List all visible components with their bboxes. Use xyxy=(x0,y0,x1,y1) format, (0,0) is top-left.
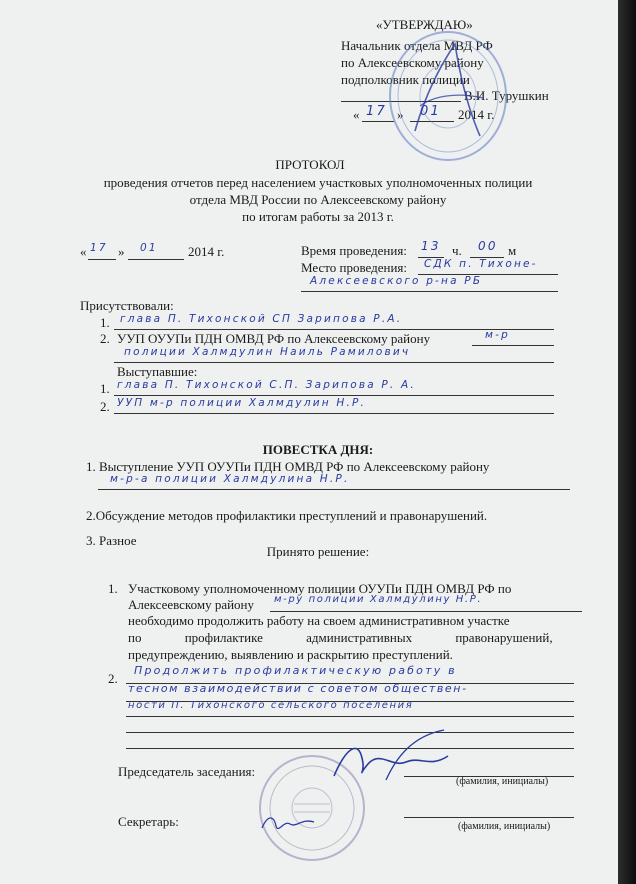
chair-signature-icon xyxy=(326,728,456,788)
decision-1-fill-line xyxy=(270,611,582,612)
meeting-year: 2014 г. xyxy=(188,244,225,259)
decision-2-text-1: Продолжить профилактическую работу в xyxy=(134,664,457,677)
speaker-2-number: 2. xyxy=(100,399,110,414)
meeting-date-open: « xyxy=(80,244,87,259)
present-item-1-number: 1. xyxy=(100,315,110,330)
decision-1-officer: м-ру полиции Халмдулину Н.Р. xyxy=(274,594,483,605)
present-label: Присутствовали: xyxy=(80,298,174,313)
meeting-day-line xyxy=(88,259,116,260)
meeting-hour: 13 xyxy=(421,239,441,253)
secretary-signature-icon xyxy=(258,810,318,836)
approval-line-2: по Алексеевскому району xyxy=(341,55,484,70)
agenda-item-3: 3. Разное xyxy=(86,533,137,548)
approval-name: В.И. Турушкин xyxy=(464,88,549,103)
approval-date-mid: » xyxy=(397,107,404,122)
meeting-month: 01 xyxy=(140,242,158,254)
agenda-title: ПОВЕСТКА ДНЯ: xyxy=(262,442,374,457)
minute-unit: м xyxy=(508,243,517,258)
place-label: Место проведения: xyxy=(301,260,408,275)
approval-line-1: Начальник отдела МВД РФ xyxy=(341,38,493,53)
decision-1-line-4-wrap xyxy=(128,630,578,645)
secretary-signature-line xyxy=(404,817,574,818)
meeting-minute: 00 xyxy=(478,239,498,253)
decision-1-number: 1. xyxy=(108,581,118,596)
approval-year: 2014 г. xyxy=(458,107,495,122)
speaker-1-line xyxy=(114,395,554,396)
speakers-label: Выступавшие: xyxy=(117,364,198,379)
decision-2-line-3 xyxy=(126,716,574,717)
decision-1-line-4: по профилактике административных правонарушений, xyxy=(128,630,553,645)
meeting-date-mid: » xyxy=(118,244,125,259)
approval-date-open: « xyxy=(353,107,360,122)
protocol-subtitle-3: по итогам работы за 2013 г. xyxy=(242,209,394,224)
place-line-2 xyxy=(301,291,558,292)
decision-2-number: 2. xyxy=(108,671,118,686)
present-item-1-value: глава П. Тихонской СП Зарипова Р.А. xyxy=(120,313,403,325)
decision-1-line-5: предупреждению, выявлению и раскрытию преступлений. xyxy=(128,647,453,662)
place-value-2: Алексеевского р-на РБ xyxy=(310,275,483,287)
decision-title: Принято решение: xyxy=(266,544,370,559)
secretary-label: Секретарь: xyxy=(118,814,179,829)
present-item-2-text: УУП ОУУПи ПДН ОМВД РФ по Алексеевскому району xyxy=(117,331,431,346)
approval-day: 17 xyxy=(366,104,387,119)
approval-line-3: подполковник полиции xyxy=(341,72,470,87)
agenda-item-1-line xyxy=(98,489,570,490)
official-stamp-icon xyxy=(385,26,511,166)
speaker-2-value: УУП м-р полиции Халмдулин Н.Р. xyxy=(117,397,367,409)
present-item-2-rank: м-р xyxy=(485,329,510,341)
speaker-1-number: 1. xyxy=(100,381,110,396)
approval-month: 01 xyxy=(420,104,441,119)
hour-unit: ч. xyxy=(452,243,462,258)
place-value-1: СДК п. Тихоне- xyxy=(424,258,538,270)
protocol-subtitle-1: проведения отчетов перед населением участковых уполномоченных полиции xyxy=(103,175,533,190)
decision-1-line-1: Участковому уполномоченному полиции ОУУПи ПДН ОМВД РФ по xyxy=(128,581,512,596)
chair-label: Председатель заседания: xyxy=(118,764,256,779)
protocol-subtitle-2: отдела МВД России по Алексеевскому району xyxy=(189,192,447,207)
protocol-title: ПРОТОКОЛ xyxy=(275,157,345,172)
decision-1-line-2: Алексеевскому району xyxy=(128,597,255,612)
present-item-2-value: полиции Халмдулин Наиль Рамилович xyxy=(124,346,411,358)
present-item-2-line-b xyxy=(114,362,554,363)
present-item-2-number: 2. xyxy=(100,331,110,346)
time-label: Время проведения: xyxy=(301,243,407,258)
agenda-item-2: 2.Обсуждение методов профилактики преступлений и правонарушений. xyxy=(86,508,488,523)
chair-caption: (фамилия, инициалы) xyxy=(456,776,549,787)
speaker-1-value: глава П. Тихонской С.П. Зарипова Р. А. xyxy=(117,379,416,391)
secretary-caption: (фамилия, инициалы) xyxy=(458,821,551,832)
agenda-item-1: 1. Выступление УУП ОУУПи ПДН ОМВД РФ по Алексеевскому району xyxy=(86,459,490,474)
approval-title: «УТВЕРЖДАЮ» xyxy=(376,17,473,32)
meeting-month-line xyxy=(128,259,184,260)
decision-2-text-3: ности П. Тихонского сельского поселения xyxy=(128,700,414,711)
present-item-2-line-a xyxy=(472,345,554,346)
decision-1-line-3: необходимо продолжить работу на своем административном участке xyxy=(128,613,510,628)
speaker-2-line xyxy=(114,413,554,414)
meeting-day: 17 xyxy=(90,242,108,254)
decision-2-text-2: тесном взаимодействии с советом обществен- xyxy=(128,682,468,695)
agenda-item-1-value: м-р-а полиции Халмдулина Н.Р. xyxy=(110,473,350,485)
